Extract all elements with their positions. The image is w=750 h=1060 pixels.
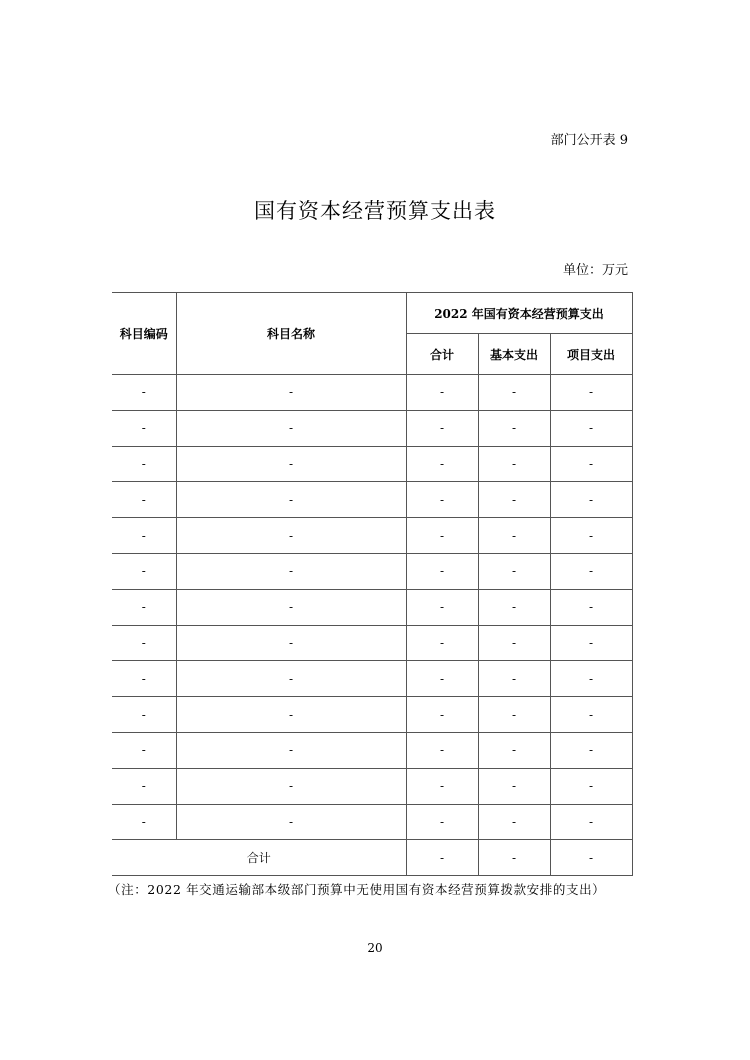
cell-project: - (550, 625, 632, 661)
cell-project: - (550, 768, 632, 804)
cell-basic: - (478, 697, 550, 733)
cell-basic: - (478, 375, 550, 411)
cell-code: - (112, 518, 176, 554)
total-row (112, 840, 632, 876)
table-row (112, 804, 632, 840)
table-row (112, 697, 632, 733)
cell-project: - (550, 518, 632, 554)
cell-code: - (112, 589, 176, 625)
cell-project: - (550, 375, 632, 411)
page-number: 20 (367, 941, 383, 955)
cell-code: - (112, 553, 176, 589)
cell-basic: - (478, 625, 550, 661)
cell-basic: - (478, 589, 550, 625)
cell-basic: - (478, 768, 550, 804)
table-row (112, 482, 632, 518)
cell-name: - (176, 661, 406, 697)
cell-project: - (550, 589, 632, 625)
cell-code: - (112, 410, 176, 446)
cell-basic: - (478, 804, 550, 840)
page-title: 国有资本经营预算支出表 (254, 199, 496, 223)
cell-project: - (550, 661, 632, 697)
cell-basic: - (478, 518, 550, 554)
cell-basic: - (478, 661, 550, 697)
cell-total: - (406, 482, 478, 518)
cell-total: - (406, 804, 478, 840)
cell-project: - (550, 553, 632, 589)
budget-table (112, 292, 633, 876)
cell-total: - (406, 661, 478, 697)
header-expenditure-group: 2022 年国有资本经营预算支出 (406, 293, 632, 334)
table-row (112, 375, 632, 411)
cell-name: - (176, 410, 406, 446)
cell-code: - (112, 482, 176, 518)
header-project-expenditure: 项目支出 (550, 334, 632, 375)
table-row (112, 553, 632, 589)
cell-name: - (176, 732, 406, 768)
table-row (112, 661, 632, 697)
header-basic-expenditure: 基本支出 (478, 334, 550, 375)
cell-project: - (550, 697, 632, 733)
cell-name: - (176, 804, 406, 840)
table-row (112, 446, 632, 482)
cell-name: - (176, 553, 406, 589)
cell-name: - (176, 446, 406, 482)
footnote: （注：2022 年交通运输部本级部门预算中无使用国有资本经营预算拨款安排的支出） (108, 882, 606, 897)
cell-code: - (112, 768, 176, 804)
cell-basic: - (478, 482, 550, 518)
cell-basic: - (478, 410, 550, 446)
cell-total: - (406, 732, 478, 768)
cell-code: - (112, 732, 176, 768)
cell-basic: - (478, 732, 550, 768)
cell-code: - (112, 625, 176, 661)
header-subject-name: 科目名称 (176, 293, 406, 375)
cell-code: - (112, 375, 176, 411)
cell-basic: - (478, 446, 550, 482)
total-cell-basic: - (478, 840, 550, 876)
cell-total: - (406, 625, 478, 661)
cell-name: - (176, 589, 406, 625)
table-row (112, 732, 632, 768)
cell-project: - (550, 446, 632, 482)
header-total: 合计 (406, 334, 478, 375)
table-row (112, 410, 632, 446)
cell-total: - (406, 768, 478, 804)
cell-code: - (112, 661, 176, 697)
cell-project: - (550, 804, 632, 840)
total-label: 合计 (112, 840, 406, 876)
cell-code: - (112, 804, 176, 840)
table-row (112, 518, 632, 554)
unit-label: 单位：万元 (562, 263, 628, 278)
cell-basic: - (478, 553, 550, 589)
cell-project: - (550, 732, 632, 768)
cell-total: - (406, 553, 478, 589)
cell-code: - (112, 446, 176, 482)
table-row (112, 589, 632, 625)
cell-total: - (406, 375, 478, 411)
table-row (112, 625, 632, 661)
cell-total: - (406, 518, 478, 554)
table-label: 部门公开表 9 (550, 133, 628, 148)
cell-project: - (550, 482, 632, 518)
cell-code: - (112, 697, 176, 733)
cell-total: - (406, 410, 478, 446)
table-row (112, 768, 632, 804)
cell-name: - (176, 625, 406, 661)
cell-name: - (176, 518, 406, 554)
total-cell-total: - (406, 840, 478, 876)
cell-name: - (176, 768, 406, 804)
cell-name: - (176, 482, 406, 518)
cell-total: - (406, 589, 478, 625)
header-subject-code: 科目编码 (112, 293, 176, 375)
cell-total: - (406, 697, 478, 733)
cell-name: - (176, 697, 406, 733)
total-cell-project: - (550, 840, 632, 876)
cell-name: - (176, 375, 406, 411)
cell-total: - (406, 446, 478, 482)
cell-project: - (550, 410, 632, 446)
